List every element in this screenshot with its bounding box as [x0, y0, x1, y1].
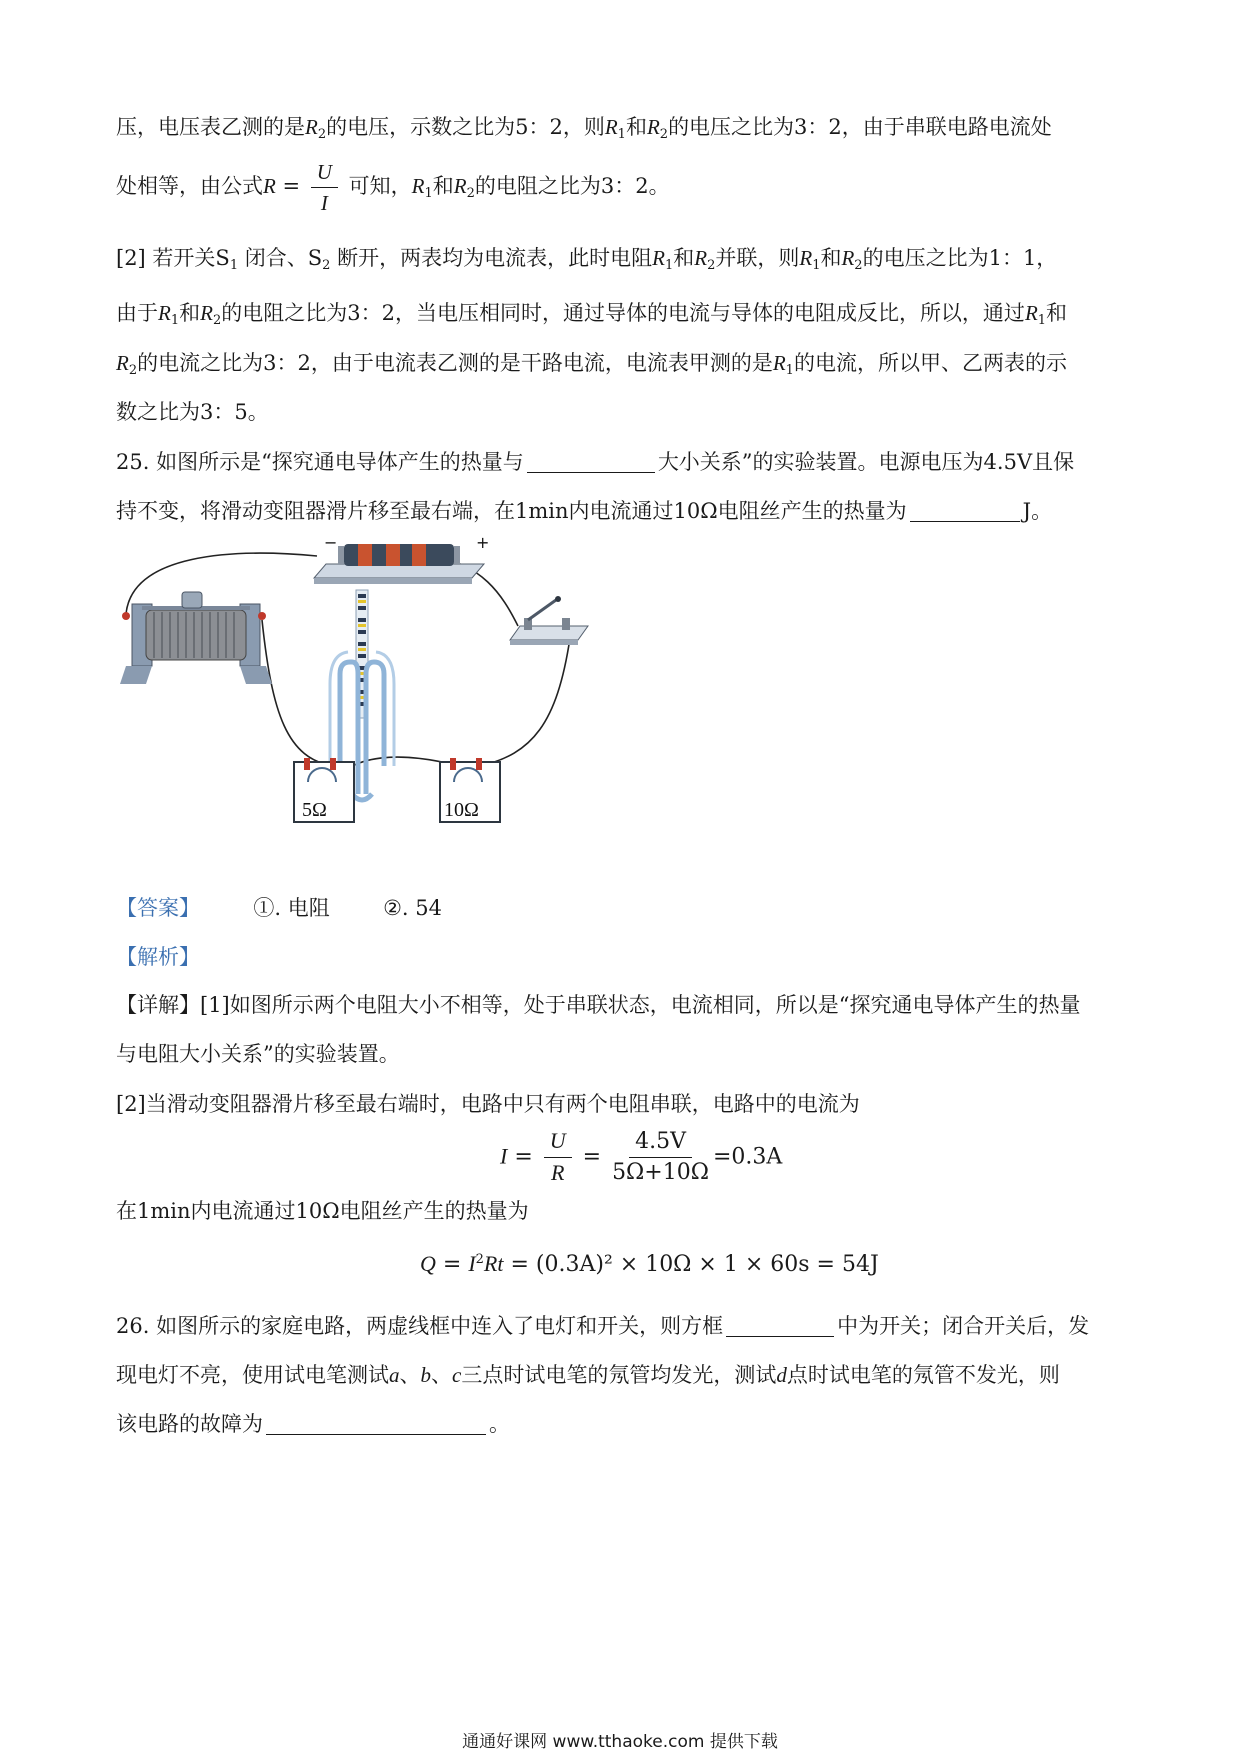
- prev-solution-line-5: $R_2$的电流之比为3：2，由于电流表乙测的是干路电流，电流表甲测的是$R_1$的电流，所以甲、乙两表的示: [116, 351, 1067, 378]
- text-run: 处相等，由公式: [116, 174, 263, 198]
- answer-blank: [527, 450, 655, 473]
- answer-blank: [266, 1412, 486, 1435]
- text-run: 三点时试电笔的氖管均发光，测试: [461, 1363, 777, 1387]
- text-run: 并联，则: [715, 246, 800, 270]
- text-run: 的电压之比为3：2，由于串联电路电流处: [668, 115, 1052, 139]
- text-run: 和: [625, 115, 647, 139]
- analysis-detail-line-4: 在1min内电流通过10Ω电阻丝产生的热量为: [116, 1199, 529, 1223]
- positive-terminal-label: +: [476, 534, 490, 552]
- text-run: 的电流之比为3：2，由于电流表乙测的是干路电流，电流表甲测的是: [137, 351, 773, 375]
- battery-holder: [314, 534, 489, 584]
- answer-blank: [726, 1314, 834, 1337]
- text-run: 现电灯不亮，使用试电笔测试: [116, 1363, 389, 1387]
- text-run: [2] 若开关S: [116, 246, 230, 270]
- formula-numerator: 4.5V: [629, 1129, 692, 1158]
- prev-solution-line-2: 处相等，由公式R = $\frac{U}{I}$ 可知，$R_1$和$R_2$的电阻之比为3：2。: [116, 160, 670, 215]
- analysis-tag: 【解析】: [116, 945, 200, 969]
- knife-switch: [510, 596, 588, 645]
- text-run: 断开，两表均为电流表，此时电阻: [337, 246, 653, 270]
- text-run: 压，电压表乙测的是: [116, 115, 305, 139]
- text-run: 的电流，所以甲、乙两表的示: [793, 351, 1067, 375]
- answer-blank: [910, 499, 1020, 522]
- text-run: 由于: [116, 301, 158, 325]
- text-run: 的电阻之比为3：2，当电压相同时，通过导体的电流与导体的电阻成反比，所以，通过: [221, 301, 1025, 325]
- text-run: 和: [820, 246, 842, 270]
- resistor-label-5-ohm: 5Ω: [302, 799, 327, 821]
- text-run: 该电路的故障为: [116, 1412, 263, 1436]
- text-run: 的电阻之比为3：2。: [474, 174, 670, 198]
- answer-1: ①. 电阻: [253, 896, 330, 920]
- formula-result: =0.3A: [712, 1144, 783, 1170]
- question-26-line-1: [116, 1311, 1089, 1341]
- prev-solution-line-3: [2] 若开关$S_1$ 闭合、$S_2$ 断开，两表均为电流表，此时电阻$R_1$和$R_2$并联，则$R_1$和$R_2$的电压之比为1：1，: [116, 246, 1058, 273]
- text-run: 的电压之比为1：1，: [862, 246, 1058, 270]
- sliding-rheostat: [120, 592, 272, 684]
- text-run: 25. 如图所示是“探究通电导体产生的热量与: [116, 450, 524, 474]
- question-26-line-2: 现电灯不亮，使用试电笔测试a、b、c三点时试电笔的氖管均发光，测试d点时试电笔的氖管不发光，则: [116, 1363, 1060, 1387]
- prev-solution-line-6: 数之比为3：5。: [116, 400, 269, 424]
- resistor-label-10-ohm: 10Ω: [444, 799, 479, 821]
- text-run: 和: [673, 246, 695, 270]
- text-run: 和: [432, 174, 454, 198]
- question-25-line-2: [116, 496, 1052, 526]
- question-26-line-3: 该电路的故障为 。: [116, 1412, 510, 1436]
- heat-formula-body: = (0.3A)² × 10Ω × 1 × 60s = 54J: [510, 1252, 879, 1277]
- resistor-container-5-ohm: [294, 758, 354, 822]
- ohm-law-fraction: $\frac{U}{I}$: [311, 159, 338, 216]
- text-run: 和: [179, 301, 201, 325]
- text-run: 可知，: [348, 174, 412, 198]
- text-run: 的电压，示数之比为5：2，则: [326, 115, 605, 139]
- wire: [262, 620, 334, 766]
- text-run: J。: [1022, 499, 1053, 523]
- prev-solution-line-1: 压，电压表乙测的是$R_2$的电压，示数之比为5：2，则$R_1$和$R_2$的电压之比为3：2，由于串联电路电流处: [116, 115, 1052, 142]
- page-footer: 通通好课网 www.tthaoke.com 提供下载: [462, 1732, 778, 1752]
- answer-tag: 【答案】: [116, 896, 200, 920]
- text-run: 闭合、S: [244, 246, 323, 270]
- answer-line: [116, 893, 442, 923]
- wire: [126, 553, 317, 614]
- text-run: 中为开关；闭合开关后，发: [837, 1314, 1090, 1338]
- question-25-line-1: [116, 447, 1074, 477]
- answer-2: ②. 54: [383, 896, 443, 920]
- current-formula: I = $\frac{U}{R}$ = $\frac{4.5V}{5\Omega+10\Omega}$ =0.3A: [500, 1128, 783, 1185]
- text-run: 和: [1046, 301, 1068, 325]
- heat-formula: $Q = I^2Rt = (0.3A)^2 \times 10\Omega \times 1 \times 60s = 54J$: [420, 1251, 879, 1277]
- wire: [480, 638, 570, 766]
- resistor-container-10-ohm: [440, 758, 500, 822]
- analysis-detail-line-1: 【详解】[1]如图所示两个电阻大小不相等，处于串联状态，电流相同，所以是“探究通电导体产生的热量: [116, 993, 1081, 1017]
- analysis-detail-line-3: [2]当滑动变阻器滑片移至最右端时，电路中只有两个电阻串联，电路中的电流为: [116, 1092, 860, 1116]
- analysis-detail-line-2: 与电阻大小关系”的实验装置。: [116, 1042, 400, 1066]
- formula-denominator: 5Ω+10Ω: [612, 1160, 709, 1185]
- negative-terminal-label: −: [324, 534, 338, 552]
- joule-heating-apparatus-figure: [112, 534, 592, 834]
- text-run: 26. 如图所示的家庭电路，两虚线框中连入了电灯和开关，则方框: [116, 1314, 724, 1338]
- text-run: 大小关系”的实验装置。电源电压为4.5V且保: [657, 450, 1075, 474]
- text-run: 持不变，将滑动变阻器滑片移至最右端，在1min内电流通过10Ω电阻丝产生的热量为: [116, 499, 907, 523]
- text-run: 点时试电笔的氖管不发光，则: [786, 1363, 1060, 1387]
- prev-solution-line-4: 由于$R_1$和$R_2$的电阻之比为3：2，当电压相同时，通过导体的电流与导体的电阻成反比，所以，通过$R_1$和: [116, 301, 1068, 328]
